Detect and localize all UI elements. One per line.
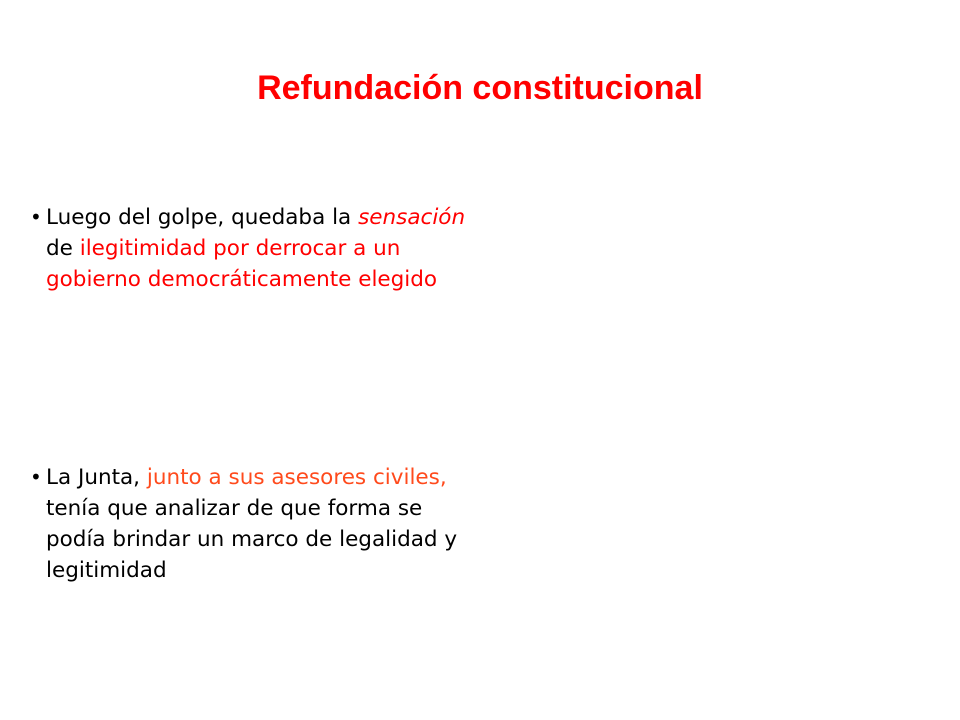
bullet-1-segment-red: ilegitimidad por derrocar a un gobierno democráticamente elegido xyxy=(46,236,438,292)
bullet-1-segment-plain: Luego del golpe, quedaba la xyxy=(46,205,359,230)
bullet-item-1 xyxy=(30,202,480,295)
bullet-1-segment-italic-red: sensación xyxy=(358,205,466,230)
bullet-dot-icon: • xyxy=(30,465,42,489)
bullet-text-2 xyxy=(46,462,480,586)
bullet-2-segment-orange: junto a sus asesores civiles, xyxy=(146,465,447,490)
bullet-dot-icon: • xyxy=(30,205,42,229)
bullet-text-1 xyxy=(46,202,480,295)
bullet-item-2 xyxy=(30,462,480,586)
bullet-2-segment-plain-end: tenía que analizar de que forma se podía brindar un marco de legalidad y legitimidad xyxy=(46,496,458,583)
bullet-2-segment-plain: La Junta, xyxy=(46,465,147,490)
slide-title: Refundación constitucional xyxy=(257,69,703,107)
bullet-1-segment-connector: de xyxy=(46,236,80,261)
